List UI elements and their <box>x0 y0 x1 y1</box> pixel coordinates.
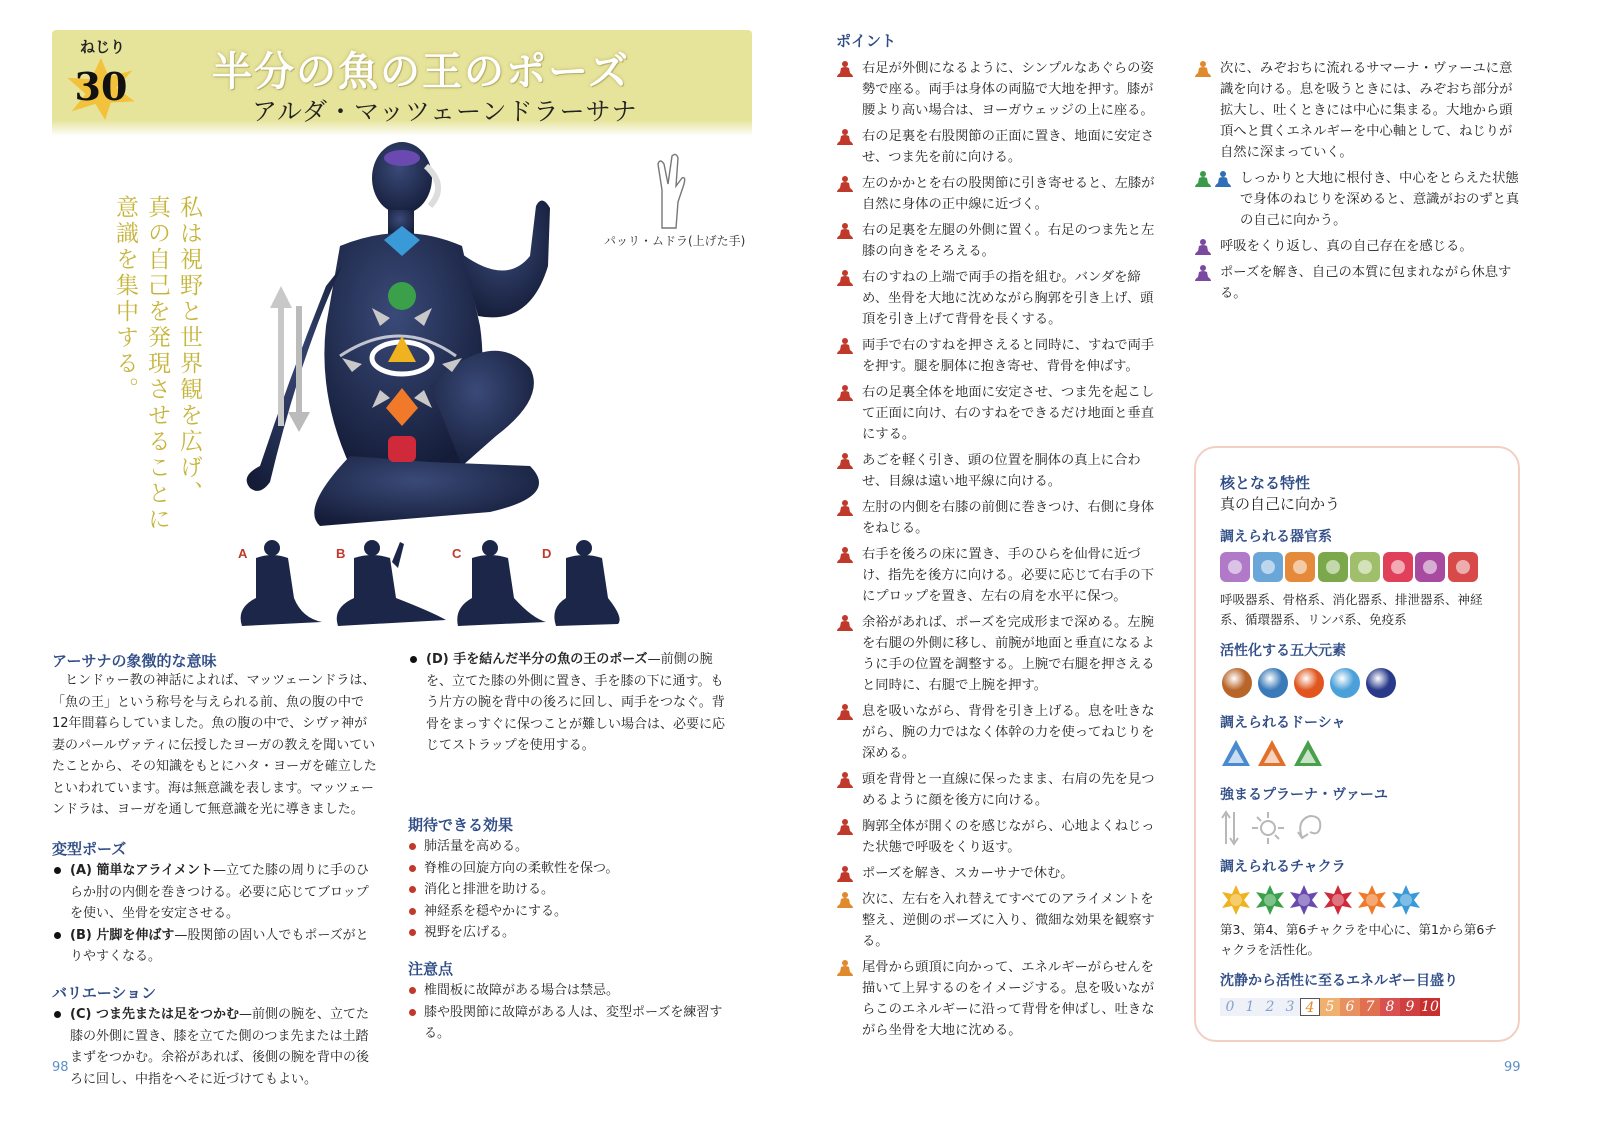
variation-label-a: A <box>238 546 248 561</box>
anahata-icon <box>1254 884 1286 916</box>
manipura-icon <box>1220 884 1252 916</box>
step-item <box>836 335 1166 377</box>
variation-label-d: D <box>542 546 552 561</box>
energy-scale-mark: 0 <box>1220 998 1240 1016</box>
energy-scale-mark: 8 <box>1380 998 1400 1016</box>
meditation-figure-icon <box>836 384 854 402</box>
step-text: 両手で右のすねを押さえると同時に、すねで両手を押す。腿を胴体に抱き寄せ、背骨を伸ばす。 <box>862 338 1155 374</box>
meditation-figure-icon <box>836 499 854 517</box>
step-item <box>836 544 1166 607</box>
meditation-figure-icon <box>1214 170 1232 188</box>
energy-scale-mark: 4 <box>1300 998 1320 1016</box>
dosha-heading: 調えられるドーシャ <box>1220 715 1346 731</box>
energy-scale-mark: 9 <box>1400 998 1420 1016</box>
pose-number: 30 <box>74 64 128 109</box>
step-item <box>836 450 1166 492</box>
step-text: 右の足裏を右股関節の正面に置き、地面に安定させ、つま先を前に向ける。 <box>862 129 1154 165</box>
immune-icon <box>1448 552 1478 582</box>
meaning-heading: アーサナの象徴的な意味 <box>52 652 217 670</box>
variants-list <box>52 860 378 968</box>
chakra-text: 第3、第4、第6チャクラを中心に、第1から第6チャクラを活性化。 <box>1220 922 1497 957</box>
step-item <box>836 382 1166 445</box>
step-item <box>1194 168 1520 231</box>
energy-scale-mark: 10 <box>1421 999 1439 1015</box>
energy-heading: 沈静から活性に至るエネルギー目盛り <box>1220 973 1458 989</box>
step-text: 次に、みぞおちに流れるサマーナ・ヴァーユに意識を向ける。息を吸うときには、みぞおち部分が拡大し、吐くときには中心に集まる。大地から頭頂へと貫くエネルギーを中心軸として、ねじりが自然に深まっていく。 <box>1220 61 1513 160</box>
vata-icon <box>1220 738 1252 768</box>
affirmation-line-2: 真の自己を発現させることに <box>144 195 170 533</box>
variant-item-b: (B) 片脚を伸ばす—股関節の固い人でもポーズがとりやすくなる。 <box>52 925 378 968</box>
step-item <box>836 863 1166 884</box>
step-text: 余裕があれば、ポーズを完成形まで深める。左腕を右腿の外側に移し、前腕が地面と垂直になるように手の位置を調整する。上腕で右腿を押さえると同時に、右腿で上腕を押す。 <box>862 615 1155 693</box>
meditation-figure-icon <box>1194 60 1212 78</box>
vishuddha-icon <box>1390 884 1422 916</box>
muladhara-icon <box>1322 884 1354 916</box>
step-text: 右の足裏全体を地面に安定させ、つま先を起こして正面に向け、右のすねをできるだけ地面と垂直にする。 <box>862 385 1155 442</box>
step-item <box>836 173 1166 215</box>
meditation-figure-icon <box>836 614 854 632</box>
step-text: 胸郭全体が開くのを感じながら、心地よくねじった状態で呼吸をくり返す。 <box>862 819 1155 855</box>
ajna-icon <box>1288 884 1320 916</box>
step-text: あごを軽く引き、頭の位置を胴体の真上に合わせ、目線は遠い地平線に向ける。 <box>862 453 1141 489</box>
step-item <box>836 769 1166 811</box>
step-item <box>836 957 1166 1041</box>
step-text: 息を吸いながら、背骨を引き上げる。息を吐きながら、腕の力ではなく体幹の力を使ってねじりを深める。 <box>862 704 1155 761</box>
step-text: ポーズを解き、スカーサナで休む。 <box>862 866 1074 881</box>
chakra-heading: 調えられるチャクラ <box>1220 859 1346 875</box>
variants-heading: 変型ポーズ <box>52 840 127 858</box>
brain-icon <box>1350 552 1380 582</box>
intestine-icon <box>1318 552 1348 582</box>
variation-d-figure <box>554 540 619 626</box>
meditation-figure-icon <box>836 959 854 977</box>
fire-icon <box>1294 668 1324 698</box>
pose-title: 半分の魚の王のポーズ <box>212 49 630 95</box>
pose-figure-illustration <box>230 136 570 536</box>
ether-icon <box>1366 668 1396 698</box>
pose-category: ねじり <box>80 38 126 56</box>
step-text: 頭を背骨と一直線に保ったまま、右肩の先を見つめるように顔を後方に向ける。 <box>862 772 1155 808</box>
variation-figures <box>232 538 632 630</box>
step-item <box>1194 262 1520 304</box>
steps-column-2 <box>1194 58 1520 309</box>
step-text: 右足が外側になるように、シンプルなあぐらの姿勢で座る。両手は身体の両脇で大地を押す。膝が腰より高い場合は、ヨーガウェッジの上に座る。 <box>862 61 1154 118</box>
effect-item: 消化と排泄を助ける。 <box>408 879 734 901</box>
step-item <box>836 701 1166 764</box>
meditation-figure-icon <box>836 337 854 355</box>
prana-heading: 強まるプラーナ・ヴァーユ <box>1220 787 1388 803</box>
udana-icon <box>1222 812 1238 844</box>
step-item <box>836 220 1166 262</box>
meditation-figure-icon <box>836 128 854 146</box>
effect-item: 神経系を穏やかにする。 <box>408 901 734 923</box>
step-item <box>836 58 1166 121</box>
meditation-figure-icon <box>836 269 854 287</box>
step-text: 呼吸をくり返し、真の自己存在を感じる。 <box>1220 239 1473 254</box>
meditation-figure-icon <box>836 222 854 240</box>
step-text: 尾骨から頭頂に向かって、エネルギーがらせんを描いて上昇するのをイメージする。息を吸いながらこのエネルギーに沿って背骨を伸ばし、吐きながら坐骨を大地に沈める。 <box>862 960 1155 1038</box>
meditation-figure-icon <box>836 703 854 721</box>
page-number-right: 99 <box>1504 1060 1521 1075</box>
steps-column-1 <box>836 58 1166 1046</box>
variation-b-figure <box>337 540 446 626</box>
svadhisthana-icon <box>1356 884 1388 916</box>
variation-list-continued <box>408 649 734 757</box>
affirmation-line-3: 意識を集中する。 <box>112 195 138 403</box>
variation-heading: バリエーション <box>52 984 157 1002</box>
effect-item: 視野を広げる。 <box>408 922 734 944</box>
step-text: 左のかかとを右の股関節に引き寄せると、左膝が自然に身体の正中線に近づく。 <box>862 176 1155 212</box>
heart-icon <box>1383 552 1413 582</box>
step-item <box>1194 58 1520 163</box>
core-heading: 核となる特性 <box>1220 474 1311 492</box>
variation-label-b: B <box>336 546 346 561</box>
affirmation-line-1: 私は視野と世界観を広げ、 <box>176 195 202 507</box>
lungs-icon <box>1220 552 1250 582</box>
variation-item-d: (D) 手を結んだ半分の魚の王のポーズ—前側の腕を、立てた膝の外側に置き、手を膝の下に通す。もう片方の腕を背中の後ろに回し、両手をつなぐ。背骨をまっすぐに保つことが難しい場合は、必要に応じてストラップを使用する。 <box>408 649 734 757</box>
meditation-figure-icon <box>836 452 854 470</box>
meditation-figure-icon <box>1194 238 1212 256</box>
step-text: 左肘の内側を右膝の前側に巻きつけ、右側に身体をねじる。 <box>862 500 1154 536</box>
energy-scale <box>1220 998 1440 1016</box>
energy-scale-mark: 2 <box>1260 998 1280 1016</box>
page-number-left: 98 <box>52 1060 69 1075</box>
lymph-icon <box>1415 552 1445 582</box>
step-item <box>836 267 1166 330</box>
prana-icons <box>1220 808 1330 848</box>
variation-label-c: C <box>452 546 462 561</box>
meditation-figure-icon <box>836 771 854 789</box>
pitta-icon <box>1256 738 1288 768</box>
step-item <box>836 497 1166 539</box>
points-heading: ポイント <box>836 32 897 50</box>
cautions-heading: 注意点 <box>408 960 454 978</box>
kapha-icon <box>1292 738 1324 768</box>
water-icon <box>1258 668 1288 698</box>
variation-c-text-part1: (C) つま先または足をつかむ—前側の腕を、立てた膝の外側に置き、膝を立てた側のつま先または土踏まずをつかむ。余裕があれば、後側の腕を背中の後ろに回し、中指をへそに近づけてもよい。 <box>52 1004 378 1048</box>
step-text: 右のすねの上端で両手の指を組む。バンダを締め、坐骨を大地に沈めながら胸郭を引き上げ、頭頂を引き上げて背骨を長くする。 <box>862 270 1154 327</box>
pose-subtitle: アルダ・マッツェーンドラーサナ <box>252 97 638 126</box>
elements-heading: 活性化する五大元素 <box>1220 643 1346 659</box>
variant-item-a: (A) 簡単なアライメント—立てた膝の周りに手のひらか肘の内側を巻きつける。必要に応じてブロップを使い、坐骨を安定させる。 <box>52 860 378 925</box>
step-item <box>1194 236 1520 257</box>
step-item <box>836 816 1166 858</box>
air-icon <box>1330 668 1360 698</box>
mudra-hand-icon <box>650 150 690 230</box>
energy-scale-mark: 5 <box>1320 998 1340 1016</box>
mudra-caption: パッリ・ムドラ(上げた手) <box>604 234 746 248</box>
energy-scale-mark: 6 <box>1340 998 1360 1016</box>
energy-scale-mark: 7 <box>1360 998 1380 1016</box>
skeleton-icon <box>1253 552 1283 582</box>
effect-item: 肺活量を高める。 <box>408 836 734 858</box>
anahata-chakra-icon <box>388 282 416 310</box>
vyana-icon <box>1298 816 1320 838</box>
meditation-figure-icon <box>836 546 854 564</box>
meditation-figure-icon <box>836 891 854 909</box>
meditation-figure-icon <box>1194 170 1212 188</box>
variation-a-figure <box>241 540 322 626</box>
variation-c-figure <box>457 540 546 626</box>
step-item <box>836 612 1166 696</box>
core-text: 真の自己に向かう <box>1220 495 1341 513</box>
meditation-figure-icon <box>836 60 854 78</box>
caution-item: 膝や股関節に故障がある人は、変型ポーズを練習する。 <box>408 1002 734 1045</box>
caution-item: 椎間板に故障がある場合は禁忌。 <box>408 980 734 1002</box>
step-text: ポーズを解き、自己の本質に包まれながら休息する。 <box>1220 265 1512 301</box>
effect-item: 脊椎の回旋方向の柔軟性を保つ。 <box>408 858 734 880</box>
meditation-figure-icon <box>836 865 854 883</box>
meditation-figure-icon <box>1194 264 1212 282</box>
step-text: 右の足裏を左腿の外側に置く。右足のつま先と左膝の向きをそろえる。 <box>862 223 1155 259</box>
energy-scale-mark: 1 <box>1240 998 1260 1016</box>
meditation-figure-icon <box>836 818 854 836</box>
step-item <box>836 889 1166 952</box>
step-text: しっかりと大地に根付き、中心をとらえた状態で身体のねじりを深めると、意識がおのずと真の自己に向かう。 <box>1240 171 1520 228</box>
cautions-list <box>408 980 734 1045</box>
samana-icon <box>1252 812 1284 844</box>
stomach-icon <box>1285 552 1315 582</box>
earth-icon <box>1222 668 1252 698</box>
organs-text: 呼吸器系、骨格系、消化器系、排泄器系、神経系、循環器系、リンパ系、免疫系 <box>1220 592 1483 627</box>
ajna-chakra-icon <box>384 150 420 166</box>
effects-list <box>408 836 734 944</box>
step-item <box>836 126 1166 168</box>
step-text: 次に、左右を入れ替えてすべてのアライメントを整え、逆側のポーズに入り、微細な効果を観察する。 <box>862 892 1155 949</box>
organs-heading: 調えられる器官系 <box>1220 529 1332 545</box>
muladhara-chakra-icon <box>388 436 416 462</box>
meaning-text: ヒンドゥー教の神話によれば、マッツェーンドラは、「魚の王」という称号を与えられる前、魚の腹の中で12年間暮らしていました。魚の腹の中で、シヴァ神が妻のパールヴァティに伝授したヨーガの教えを聞いていたことから、その知識をもとにハタ・ヨーガを確立したといわれています。海は無意識を表します。マッツェーンドラは、ヨーガを通して無意識を光に導きました。 <box>52 673 377 817</box>
energy-scale-mark: 3 <box>1280 998 1300 1016</box>
effects-heading: 期待できる効果 <box>408 816 514 834</box>
step-text: 右手を後ろの床に置き、手のひらを仙骨に近づけ、指先を後方に向ける。必要に応じて右手の下にプロップを置き、左右の肩を水平に保つ。 <box>862 547 1154 604</box>
pose-number-badge <box>66 58 136 120</box>
meditation-figure-icon <box>836 175 854 193</box>
